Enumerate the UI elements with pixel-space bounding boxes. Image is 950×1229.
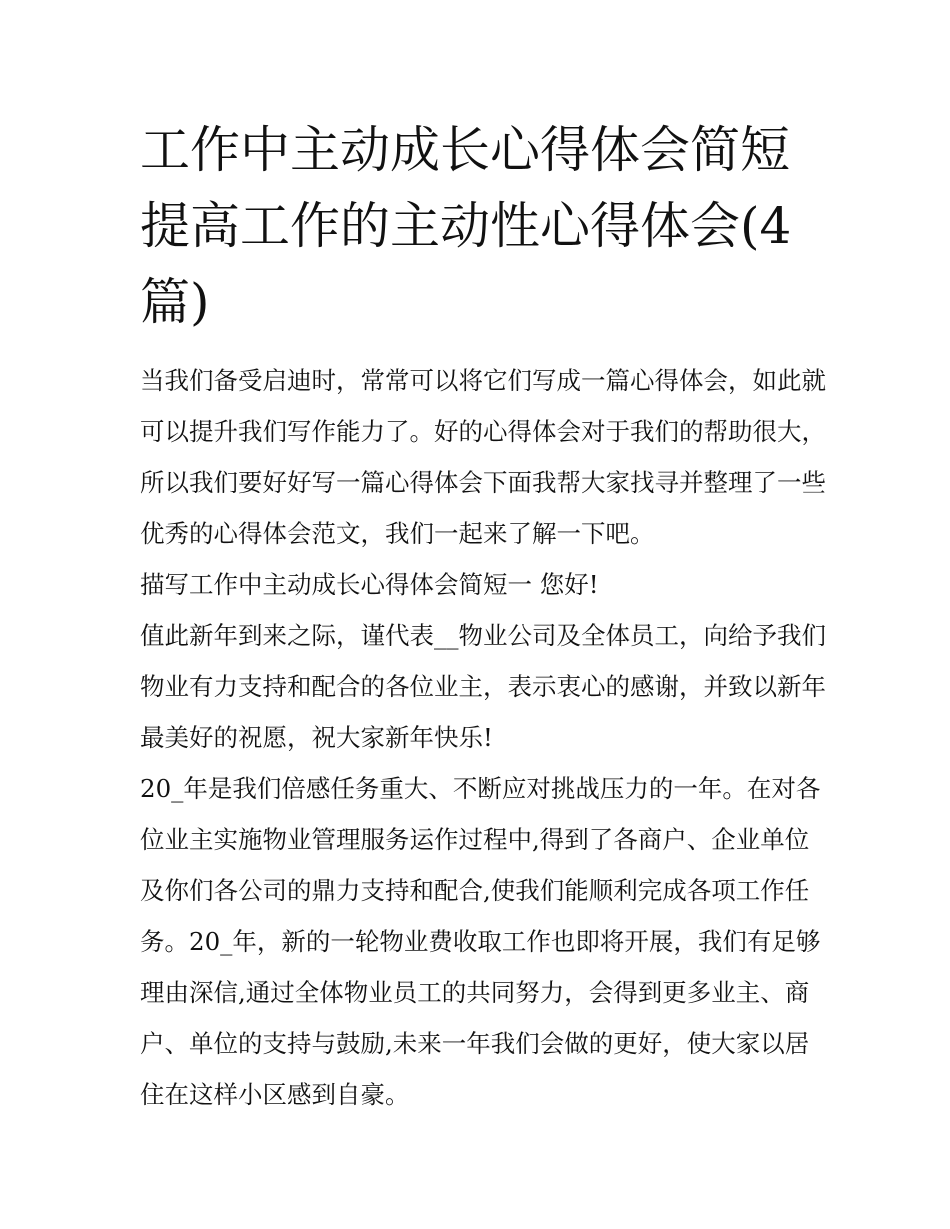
intro-paragraph: 当我们备受启迪时，常常可以将它们写成一篇心得体会，如此就可以提升我们写作能力了。好的心得体会对于我们的帮助很大，所以我们要好好写一篇心得体会下面我帮大家找寻并整理了一些优秀的心得体会范文，我们一起来了解一下吧。 <box>140 366 826 548</box>
review-paragraph: 20_年是我们倍感任务重大、不断应对挑战压力的一年。在对各位业主实施物业管理服务运作过程中,得到了各商户、企业单位及你们各公司的鼎力支持和配合,使我们能顺利完成各项工作任务。20_年，新的一轮物业费收取工作也即将开展，我们有足够理由深信,通过全体物业员工的共同努力，会得到更多业主、商户、单位的支持与鼓励,未来一年我们会做的更好，使大家以居住在这样小区感到自豪。 <box>140 774 821 1109</box>
greeting-paragraph: 值此新年到来之际，谨代表__物业公司及全体员工，向给予我们物业有力支持和配合的各位业主，表示衷心的感谢，并致以新年最美好的祝愿，祝大家新年快乐! <box>140 621 826 752</box>
section-heading: 描写工作中主动成长心得体会简短一 您好! <box>140 570 599 599</box>
document-title: 工作中主动成长心得体会简短提高工作的主动性心得体会(4篇) <box>140 121 792 331</box>
